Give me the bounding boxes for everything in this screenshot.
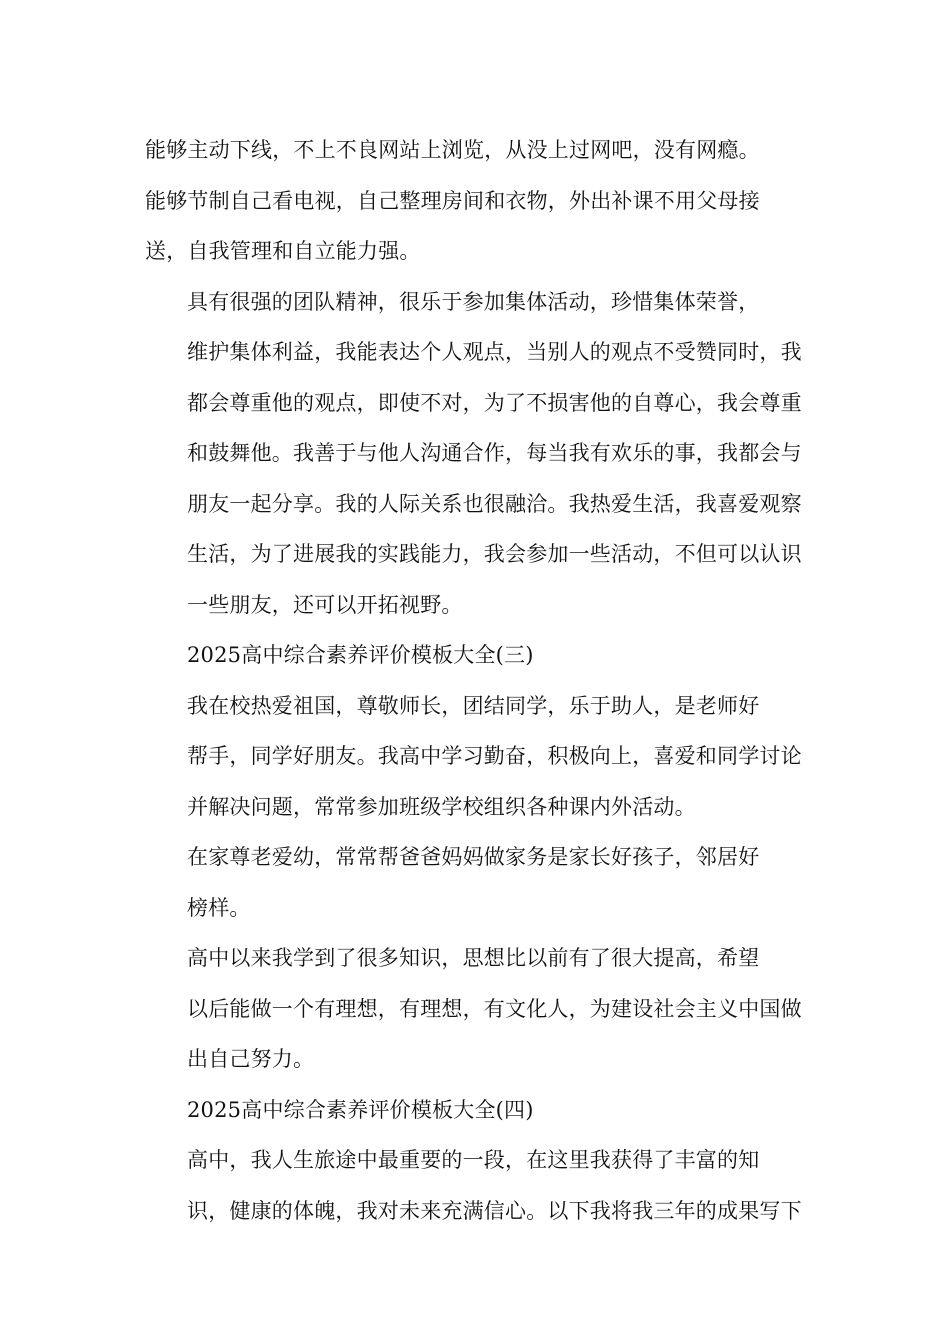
body-paragraph: [145, 933, 810, 1085]
paragraph-line: 送，自我管理和自立能力强。: [145, 239, 421, 263]
paragraph-line: 具有很强的团队精神，很乐于参加集体活动，珍惜集体荣誉，: [187, 289, 760, 314]
paragraph-line: 朋友一起分享。我的人际关系也很融洽。我热爱生活，我喜爱观察: [187, 491, 802, 516]
body-paragraph: [145, 277, 810, 631]
paragraph-line: 出自己努力。: [187, 1047, 315, 1071]
paragraph-line: 一些朋友，还可以开拓视野。: [187, 592, 463, 617]
paragraph-line: 识，健康的体魄，我对未来充满信心。以下我将我三年的成果写下: [187, 1198, 802, 1223]
body-paragraph: [145, 125, 810, 277]
paragraph-line: 都会尊重他的观点，即使不对，为了不损害他的自尊心，我会尊重: [187, 390, 802, 415]
paragraph-line: 高中，我人生旅途中最重要的一段，在这里我获得了丰富的知: [187, 1148, 760, 1172]
paragraph-line: 并解决问题，常常参加班级学校组织各种课内外活动。: [187, 794, 696, 819]
paragraph-line: 在家尊老爱幼，常常帮爸爸妈妈做家务是家长好孩子，邻居好: [187, 845, 760, 869]
section-heading: 2025高中综合素养评价模板大全(三): [187, 643, 534, 667]
paragraph-line: 高中以来我学到了很多知识，思想比以前有了很大提高，希望: [187, 946, 760, 970]
document-body: [145, 125, 810, 1236]
paragraph-line: 以后能做一个有理想，有理想，有文化人，为建设社会主义中国做: [187, 996, 802, 1021]
paragraph-line: 生活，为了进展我的实践能力，我会参加一些活动，不但可以认识: [187, 542, 802, 566]
body-paragraph: [145, 832, 810, 933]
paragraph-line: 维护集体利益，我能表达个人观点，当别人的观点不受赞同时，我: [187, 340, 802, 364]
paragraph-line: 能够节制自己看电视，自己整理房间和衣物，外出补课不用父母接: [145, 188, 760, 213]
body-paragraph: [145, 1135, 810, 1236]
paragraph-line: 帮手，同学好朋友。我高中学习勤奋，积极向上，喜爱和同学讨论: [187, 744, 802, 768]
paragraph-line: 我在校热爱祖国，尊敬师长，团结同学，乐于助人，是老师好: [187, 693, 760, 718]
paragraph-line: 榜样。: [187, 895, 251, 920]
paragraph-line: 和鼓舞他。我善于与他人沟通合作，每当我有欢乐的事，我都会与: [187, 441, 802, 465]
body-paragraph: [145, 681, 810, 833]
paragraph-line: 能够主动下线，不上不良网站上浏览，从没上过网吧，没有网瘾。: [145, 138, 760, 162]
section-heading: 2025高中综合素养评价模板大全(四): [187, 1097, 534, 1122]
